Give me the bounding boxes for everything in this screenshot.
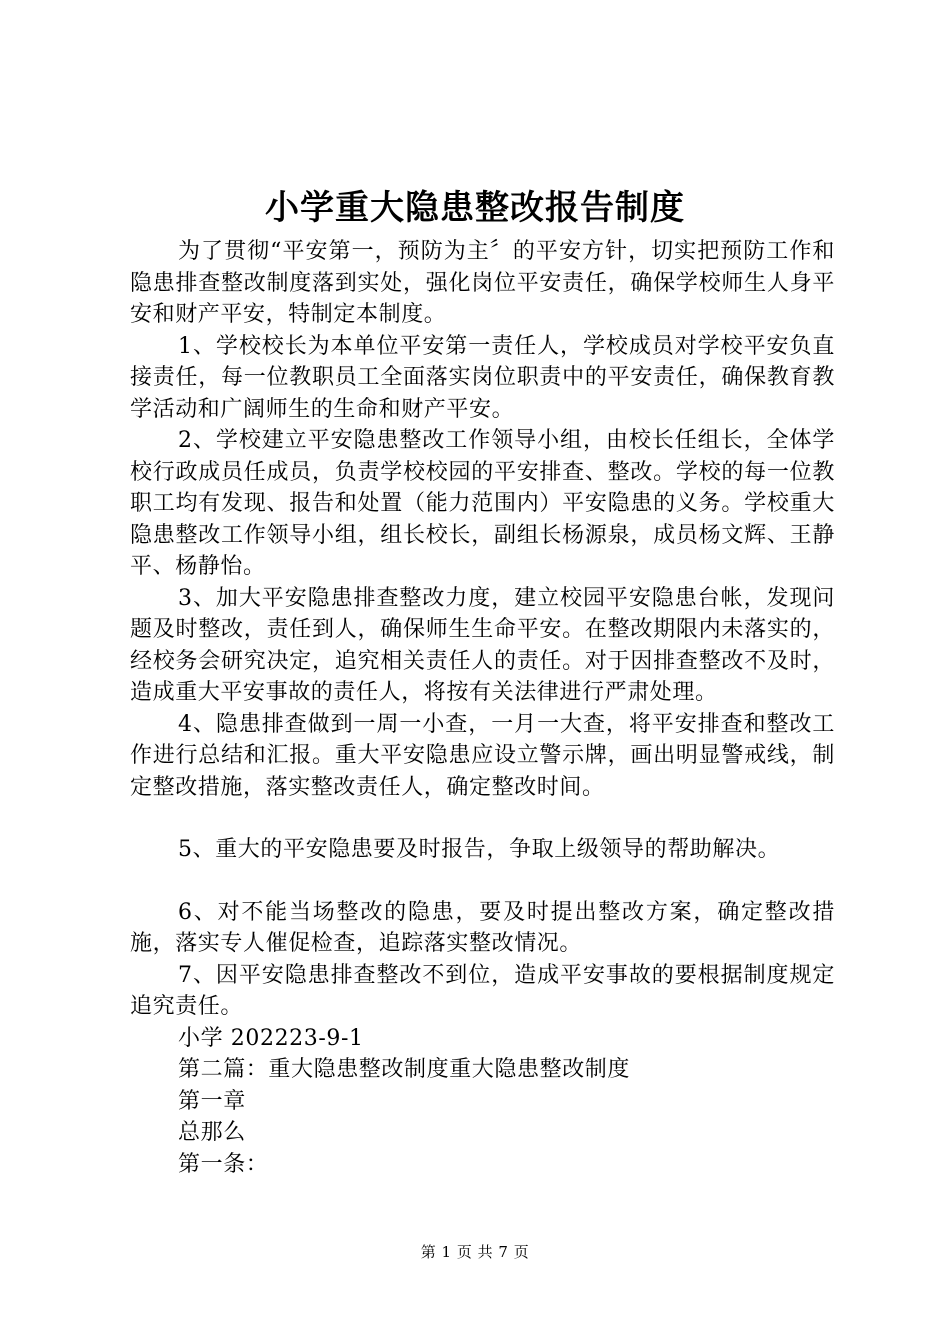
document-body [130,236,835,1180]
signature-line: 小学 202223-9-1 [178,1025,364,1051]
item-paragraph-2: 2、学校建立平安隐患整改工作领导小组，由校长任组长，全体学校行政成员任成员，负责学校校园的平安排查、整改。学校的每一位教职工均有发现、报告和处置（能力范围内）平安隐患的义务。学校重大隐患整改工作领导小组，组长校长，副组长杨源泉，成员杨文辉、王静平、杨静怡。 [130,428,835,579]
article-heading: 第一条： [178,1151,269,1177]
item-paragraph-1: 1、学校校长为本单位平安第一责任人，学校成员对学校平安负直接责任，每一位教职员工全面落实岗位职责中的平安责任，确保教育教学活动和广阔师生的生命和财产平安。 [130,333,835,422]
second-section-title: 第二篇：重大隐患整改制度重大隐患整改制度 [178,1057,631,1082]
item-paragraph-7: 7、因平安隐患排查整改不到位，造成平安事故的要根据制度规定追究责任。 [130,962,835,1019]
item-paragraph-4: 4、隐患排查做到一周一小查，一月一大查，将平安排查和整改工作进行总结和汇报。重大平安隐患应设立警示牌，画出明显警戒线，制定整改措施，落实整改责任人，确定整改时间。 [130,711,835,800]
page-number-footer: 第 1 页 共 7 页 [420,1243,530,1261]
chapter-heading: 第一章 [178,1088,246,1114]
document-title: 小学重大隐患整改报告制度 [265,188,685,228]
item-paragraph-3: 3、加大平安隐患排查整改力度，建立校园平安隐患台帐，发现问题及时整改，责任到人，确保师生生命平安。在整改期限内未落实的，经校务会研究决定，追究相关责任人的责任。对于因排查整改不及时，造成重大平安事故的责任人，将按有关法律进行严肃处理。 [130,585,835,705]
item-paragraph-6: 6、对不能当场整改的隐患，要及时提出整改方案，确定整改措施，落实专人催促检查，追踪落实整改情况。 [130,899,835,956]
intro-paragraph: 为了贯彻“平安第一，预防为主〞的平安方针，切实把预防工作和隐患排查整改制度落到实处，强化岗位平安责任，确保学校师生人身平安和财产平安，特制定本制度。 [130,239,835,327]
chapter-name: 总那么 [178,1120,246,1145]
item-paragraph-5: 5、重大的平安隐患要及时报告，争取上级领导的帮助解决。 [178,837,781,862]
